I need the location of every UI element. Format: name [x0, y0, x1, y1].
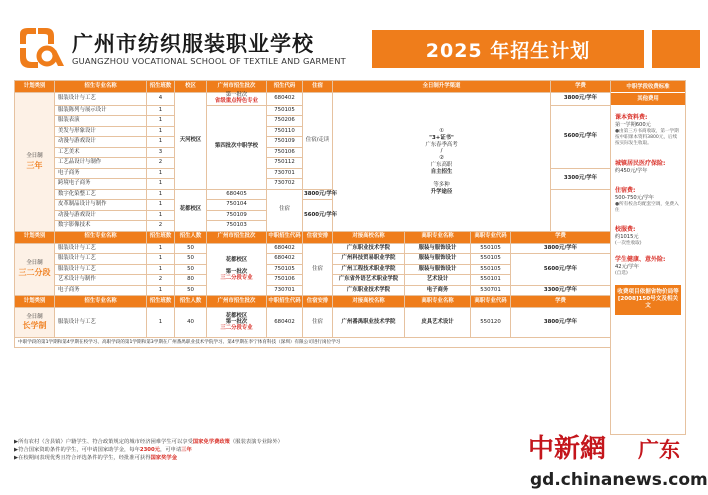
fee-panel: [610, 80, 686, 435]
lodging-cell: 住宿: [303, 243, 333, 296]
header-cell: 招生专业名称: [55, 296, 147, 308]
header-cell: 对接高校名称: [333, 231, 405, 243]
note-highlight: 国家免学费政策: [192, 439, 230, 445]
header-cell: 计划类别: [15, 296, 55, 308]
code-cell: 680405: [207, 189, 267, 200]
pathway-text: 自主招生: [430, 168, 453, 175]
people-cell: 50: [175, 243, 207, 254]
classes-cell: 1: [147, 200, 175, 211]
tuition-cell: 3300元/学年: [511, 285, 611, 296]
watermark-url: gd.chinanews.com: [530, 470, 708, 490]
major-cell: 电子商务: [55, 168, 147, 179]
classes-cell: 1: [147, 168, 175, 179]
category-small: 全日制: [26, 313, 43, 320]
fee-body: [611, 105, 685, 319]
major-cell: 皮革制品设计与制作: [55, 200, 147, 211]
footer-notes: [14, 438, 534, 463]
note-highlight: 三年: [181, 447, 192, 454]
classes-cell: 1: [147, 243, 175, 254]
code-cell: 750105: [267, 264, 303, 275]
watermark-region: 广东: [638, 438, 680, 462]
table-row: [15, 308, 611, 338]
code-cell: 730701: [267, 285, 303, 296]
enrollment-table: [14, 80, 611, 348]
note-text: ▶符合国家资助条件的学生，可申请国家助学金，每年: [14, 447, 140, 454]
major-cell: 美发与形象设计: [55, 126, 147, 137]
header-cell: 招生班数: [147, 81, 175, 93]
major-cell: 电子商务: [55, 285, 147, 296]
note-line: [14, 454, 534, 462]
code-cell: 750103: [207, 221, 267, 232]
higher-code-cell: 550105: [471, 243, 511, 254]
school-logo-icon: [16, 26, 66, 70]
batch-label: 第一批次: [225, 268, 248, 275]
fee-lodging-note: ●所有校舍均配套空调，免费入住: [615, 201, 679, 214]
tuition-cell: 3800元/学年: [303, 189, 333, 200]
pathway-text: 广东高职: [430, 161, 453, 168]
campus-batch-cell: [207, 308, 267, 338]
fee-medical-value: 约450元/学年: [615, 167, 648, 174]
page-header: [0, 0, 700, 74]
batch-label: 第一批次: [225, 92, 248, 98]
higher-code-cell: 550101: [471, 275, 511, 286]
major-cell: 服装陈列与展示设计: [55, 105, 147, 116]
code-cell: 750106: [267, 147, 303, 158]
campus-cell: 花都校区: [175, 189, 207, 231]
tuition-cell: 3800元/学年: [511, 243, 611, 254]
header-cell: 招生班数: [147, 296, 175, 308]
batch-cell: 第四批次中职学校: [207, 105, 267, 189]
campus-label: 花都校区: [225, 256, 248, 263]
category-small: 全日制: [26, 260, 43, 267]
fee-uniform-note: (一次性收取): [615, 241, 642, 247]
people-cell: 40: [175, 308, 207, 338]
major-cell: 服装设计与工艺: [55, 254, 147, 265]
pathway-text: /: [440, 148, 443, 155]
category-cell: [15, 243, 55, 296]
code-cell: 750112: [267, 158, 303, 169]
higher-major-cell: 皮具艺术设计: [405, 308, 471, 338]
campus-cell: 天河校区: [175, 93, 207, 190]
classes-cell: 1: [147, 189, 175, 200]
higher-major-cell: 服装与服饰设计: [405, 243, 471, 254]
major-cell: 服装设计与工艺: [55, 264, 147, 275]
header-cell: 学费: [551, 81, 611, 93]
fee-insurance-value: 42元/学年: [615, 263, 639, 270]
category-big: 长学制: [22, 321, 47, 331]
higher-code-cell: 550120: [471, 308, 511, 338]
category-big: 三年: [26, 160, 43, 170]
header-cell: 全日制升学渠道: [333, 81, 551, 93]
code-cell: 680402: [267, 243, 303, 254]
chinanews-watermark: [520, 428, 708, 495]
batch-note: 三二分段专业: [220, 274, 253, 281]
header-cell: 住宿安排: [303, 231, 333, 243]
header-cell: 广州市招生批次: [207, 231, 267, 243]
batch-note: 三二分段专业: [220, 324, 253, 331]
college-cell: 广州工程技术职业学院: [333, 264, 405, 275]
table-row: [15, 243, 611, 254]
lodging-cell: 住宿/走读: [303, 93, 333, 190]
college-cell: 广东职业技术学院: [333, 285, 405, 296]
section3-footnote: 中职学段的第1学期和第4学期在校学习、高职学段的第1学期和第3学期在广州番禺职业技术学院学习、第4学期在李宁体育科技（深圳）有限公司进行岗位学习: [15, 338, 611, 348]
note-highlight: 国家奖学金: [150, 455, 177, 462]
code-cell: 680402: [267, 254, 303, 265]
pathway-text: "3+证书": [429, 134, 454, 141]
pathway-text: 广东春季高考: [425, 141, 458, 148]
header-cell: 招生人数: [175, 231, 207, 243]
note-text: ▶所有农村（含县镇）户籍学生、符合政策规定的城市经济困难学生可以享受: [14, 439, 193, 445]
tuition-cell: 3300元/学年: [551, 168, 611, 189]
tuition-cell: 5600元/学年: [551, 105, 611, 168]
classes-cell: 1: [147, 254, 175, 265]
enrollment-table-area: [14, 80, 610, 435]
college-cell: 广东职业技术学院: [333, 243, 405, 254]
major-cell: 服装表演: [55, 116, 147, 127]
fee-uniform-value: 约1015元: [615, 234, 639, 241]
plan-title: 2025 年招生计划: [372, 30, 644, 68]
category-cell: [15, 308, 55, 338]
college-cell: 广州科技贸易职业学院: [333, 254, 405, 265]
classes-cell: 1: [147, 116, 175, 127]
classes-cell: 1: [147, 264, 175, 275]
major-cell: 服装设计与工艺: [55, 308, 147, 338]
watermark-logo: 中新網: [528, 434, 607, 464]
code-cell: 680402: [267, 93, 303, 106]
footnote-row: [15, 338, 611, 348]
code-cell: 750109: [267, 137, 303, 148]
fee-header: 中职学段收费标准: [611, 81, 685, 93]
fee-policy-box: 收费项目依据省物价局等[2008]150号文及相关文: [615, 285, 681, 315]
classes-cell: 1: [147, 285, 175, 296]
code-cell: 730701: [267, 168, 303, 179]
classes-cell: 3: [147, 147, 175, 158]
header-cell: 招生专业名称: [55, 81, 147, 93]
note-line: [14, 446, 534, 454]
people-cell: 80: [175, 275, 207, 286]
classes-cell: 4: [147, 93, 175, 106]
people-cell: 50: [175, 264, 207, 275]
major-cell: 工艺美术: [55, 147, 147, 158]
header-cell: 招生代码: [267, 81, 303, 93]
code-cell: 680402: [267, 308, 303, 338]
section1-header-row: [15, 81, 611, 93]
header-cell: 招生人数: [175, 296, 207, 308]
category-cell: [15, 93, 55, 232]
header-cell: 住宿安排: [303, 296, 333, 308]
campus-label: 花都校区: [225, 312, 248, 319]
school-name-cn: 广州市纺织服装职业学校: [72, 32, 314, 56]
higher-major-cell: 服装与服饰设计: [405, 254, 471, 265]
major-cell: 服装设计与工艺: [55, 93, 147, 106]
college-cell: 广东省外语艺术职业学院: [333, 275, 405, 286]
header-cell: 高职专业代码: [471, 296, 511, 308]
classes-cell: 1: [147, 105, 175, 116]
lodging-cell: 住宿: [303, 308, 333, 338]
classes-cell: 1: [147, 137, 175, 148]
code-cell: 730702: [267, 179, 303, 190]
classes-cell: 2: [147, 158, 175, 169]
pathway-text: ①: [439, 128, 444, 135]
code-cell: 750106: [267, 275, 303, 286]
higher-major-cell: 艺术设计: [405, 275, 471, 286]
people-cell: 50: [175, 285, 207, 296]
people-cell: 50: [175, 254, 207, 265]
note-text: （服装表演专业除外）: [229, 439, 283, 445]
code-cell: 750110: [267, 126, 303, 137]
higher-major-cell: 电子商务: [405, 285, 471, 296]
header-cell: 住宿: [303, 81, 333, 93]
code-cell: 750206: [267, 116, 303, 127]
decorative-block: [652, 30, 700, 68]
tuition-cell: 3800元/学年: [551, 93, 611, 106]
college-cell: 广州番禺职业技术学院: [333, 308, 405, 338]
major-cell: 工艺品设计与制作: [55, 158, 147, 169]
major-cell: 动漫与游戏设计: [55, 210, 147, 221]
fee-uniform-title: 校服费:: [615, 226, 636, 234]
note-text: ▶在校期间表现优秀且符合评选条件的学生，经批准可获得: [14, 455, 151, 462]
header-cell: 广州市招生批次: [207, 296, 267, 308]
fee-insurance-note: (自选): [615, 270, 628, 276]
header-cell: 计划类别: [15, 231, 55, 243]
higher-code-cell: 530701: [471, 285, 511, 296]
classes-cell: 1: [147, 308, 175, 338]
major-cell: 艺术设计与制作: [55, 275, 147, 286]
section2-header-row: [15, 231, 611, 243]
fee-subheader-other: 其他费用: [637, 96, 659, 102]
classes-cell: 1: [147, 210, 175, 221]
fee-textbook-note: ●由第三方书商收取，第一学期按中职课本资料3800元，后续按实际发生收取。: [615, 129, 679, 147]
fee-subheader: [611, 93, 685, 105]
header-cell: 校区: [175, 81, 207, 93]
header-cell: 中职招生代码: [267, 231, 303, 243]
classes-cell: 2: [147, 221, 175, 232]
pathway-text: 等多种: [433, 182, 450, 189]
lodging-cell: 住宿: [267, 189, 303, 231]
category-big: 三二分段: [18, 268, 51, 278]
header-cell: 招生专业名称: [55, 231, 147, 243]
classes-cell: 1: [147, 126, 175, 137]
major-cell: 跨境电子商务: [55, 179, 147, 190]
fee-medical-title: 城镇居民医疗保险:: [615, 159, 666, 167]
note-text: ，可申请: [159, 447, 182, 454]
header-cell: 高职专业代码: [471, 231, 511, 243]
category-small: 全日制: [26, 152, 43, 159]
note-highlight: 2300元: [139, 447, 160, 454]
code-cell: 750105: [267, 105, 303, 116]
fee-lodging-title: 住宿费:: [615, 186, 636, 194]
school-name-en: GUANGZHOU VOCATIONAL SCHOOL OF TEXTILE AND GARMENT: [72, 56, 346, 66]
table-row: [15, 93, 611, 106]
note-line: [14, 438, 534, 446]
pathway-text: ②: [439, 155, 444, 162]
batch-label: 第一批次: [225, 318, 248, 325]
code-cell: 750104: [207, 200, 267, 211]
header-cell: 高职专业名称: [405, 231, 471, 243]
tuition-cell: 5600元/学年: [511, 254, 611, 286]
fee-lodging-value: 500-750元/学年: [615, 194, 654, 201]
tuition-cell: 3800元/学年: [511, 308, 611, 338]
fee-textbook-value: 第一学期600元: [615, 122, 651, 129]
header-cell: 对接高校名称: [333, 296, 405, 308]
batch-note: 省级重点特色专业: [214, 97, 259, 104]
pathway-text: 升学途径: [430, 188, 453, 195]
fee-insurance-title: 学生健康、意外险:: [615, 255, 666, 263]
major-cell: 服装设计与工艺: [55, 243, 147, 254]
header-cell: 招生班数: [147, 231, 175, 243]
code-cell: 750109: [207, 210, 267, 221]
header-cell: 学费: [511, 231, 611, 243]
pathway-cell: [333, 93, 551, 232]
fee-textbook-title: 课本资料费:: [615, 114, 648, 121]
classes-cell: 2: [147, 275, 175, 286]
higher-major-cell: 服装与服饰设计: [405, 264, 471, 275]
header-cell: 高职专业名称: [405, 296, 471, 308]
tuition-cell: 5600元/学年: [303, 200, 333, 232]
major-cell: 数字影像技术: [55, 221, 147, 232]
header-cell: 学费: [511, 296, 611, 308]
header-cell: 计划类别: [15, 81, 55, 93]
section3-header-row: [15, 296, 611, 308]
higher-code-cell: 550105: [471, 254, 511, 265]
batch-cell: [207, 93, 267, 106]
header-cell: 广州市招生批次: [207, 81, 267, 93]
higher-code-cell: 550105: [471, 264, 511, 275]
classes-cell: 1: [147, 179, 175, 190]
major-cell: 数字化染整工艺: [55, 189, 147, 200]
major-cell: 动漫与游戏设计: [55, 137, 147, 148]
header-cell: 中职招生代码: [267, 296, 303, 308]
campus-batch-cell: [207, 243, 267, 296]
